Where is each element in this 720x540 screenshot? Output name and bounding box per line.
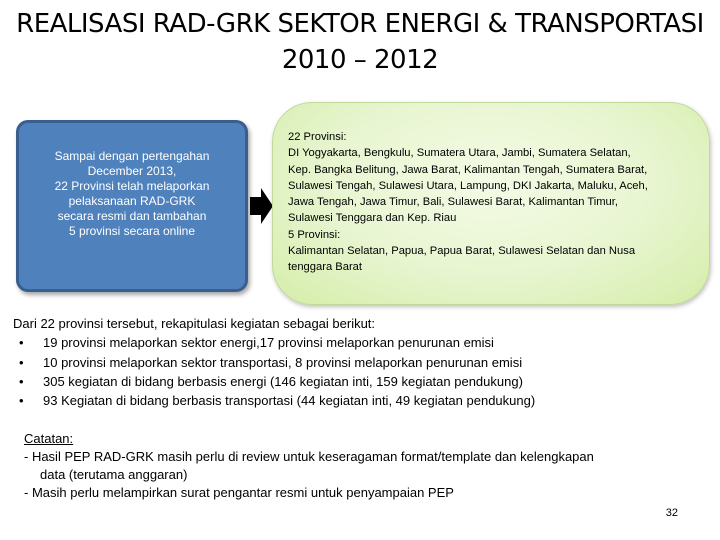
status-summary-box [16,120,248,292]
note-line: - Hasil PEP RAD-GRK masih perlu di review untuk keseragaman format/template dan kelengkapan [24,449,594,464]
province-line: Jawa Tengah, Jawa Timur, Bali, Sulawesi Barat, Kalimantan Timur, [288,196,618,209]
page-number: 32 [665,507,678,519]
province-line: Kep. Bangka Belitung, Jawa Barat, Kalimantan Tengah, Sumatera Barat, [288,163,648,176]
province-line: Kalimantan Selatan, Papua, Papua Barat, Sulawesi Selatan dan Nusa [288,245,636,258]
status-line: pelaksanaan RAD-GRK [68,194,196,208]
list-item-text: 93 Kegiatan di bidang berbasis transportasi (44 kegiatan inti, 49 kegiatan pendukung) [43,393,536,409]
bullet-icon: • [19,335,24,351]
bullet-icon: • [19,373,24,389]
notes-section [24,430,594,502]
province-line: tenggara Barat [288,261,363,274]
right-arrow-icon [250,186,274,226]
bullet-icon: • [19,354,24,370]
page-title-line-1: REALISASI RAD-GRK SEKTOR ENERGI & TRANSPORTASI [16,9,704,39]
province-heading-22: 22 Provinsi: [288,131,347,143]
note-line-continuation: data (terutama anggaran) [40,467,188,482]
province-heading-5: 5 Provinsi: [288,228,341,241]
province-line: Sulawesi Tenggara dan Kep. Riau [288,212,457,225]
list-item [13,333,535,352]
page-title-line-2: 2010 – 2012 [281,45,439,75]
note-line: - Masih perlu melampirkan surat pengantar resmi untuk penyampaian PEP [24,485,454,500]
list-item [13,372,535,391]
list-item-text: 10 provinsi melaporkan sektor transportasi, 8 provinsi melaporkan penurunan emisi [43,354,523,370]
list-item [13,391,535,410]
status-line: Sampai dengan pertengahan [54,149,210,163]
status-line: 5 provinsi secara online [68,224,196,238]
status-line: December 2013, [87,164,177,178]
page-title [0,6,720,78]
status-line: secara resmi dan tambahan [57,209,207,223]
summary-section [13,314,535,410]
list-item-text: 305 kegiatan di bidang berbasis energi (146 kegiatan inti, 159 kegiatan pendukung) [43,373,523,389]
province-list-box [272,102,710,305]
province-line: DI Yogyakarta, Bengkulu, Sumatera Utara, Jambi, Sumatera Selatan, [288,147,631,160]
list-item [13,353,535,372]
summary-intro: Dari 22 provinsi tersebut, rekapitulasi kegiatan sebagai berikut: [13,316,376,331]
status-line: 22 Provinsi telah melaporkan [54,179,210,193]
province-line: Sulawesi Tengah, Sulawesi Utara, Lampung, DKI Jakarta, Maluku, Aceh, [288,179,648,192]
summary-bullet-list [13,333,535,410]
list-item-text: 19 provinsi melaporkan sektor energi,17 provinsi melaporkan penurunan emisi [43,335,494,351]
bullet-icon: • [19,393,24,409]
notes-heading: Catatan: [24,431,74,446]
